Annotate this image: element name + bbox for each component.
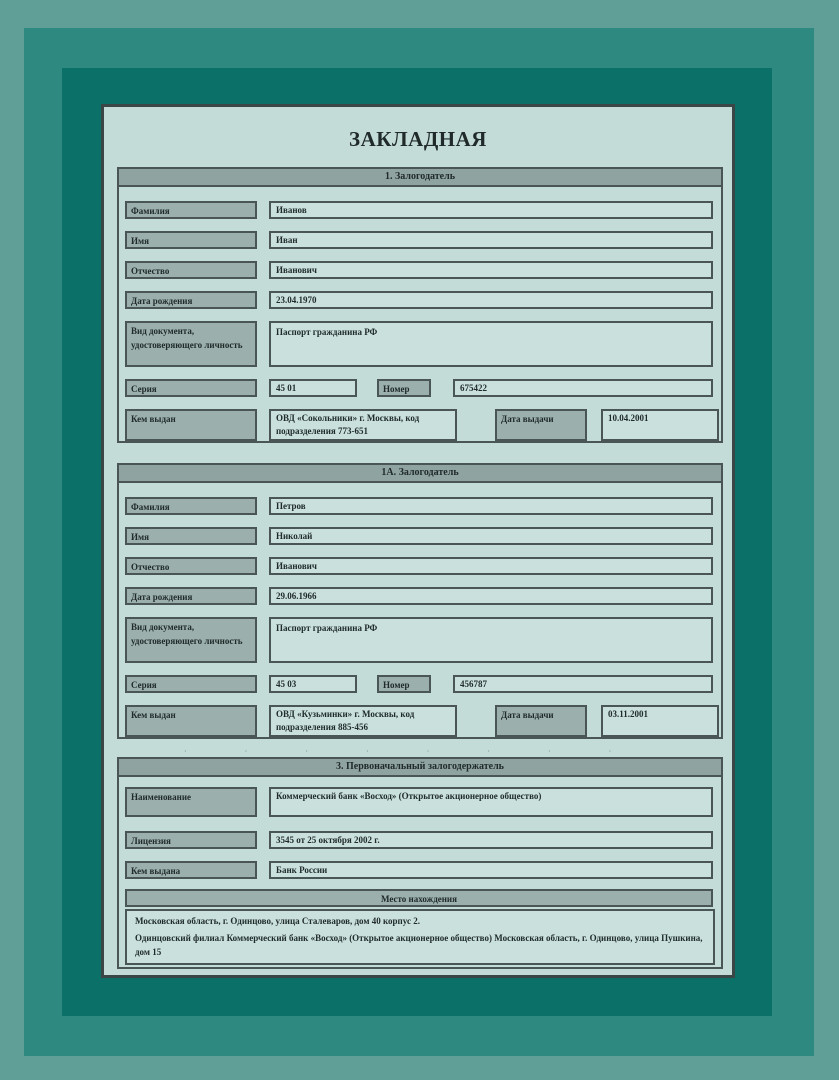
section-pledgor-1a [117,463,723,739]
surname-label: Фамилия [125,497,257,515]
org-name-field: Коммерческий банк «Восход» (Открытое акционерное общество) [269,787,713,817]
location-line-1: Московская область, г. Одинцово, улица Сталеваров, дом 40 корпус 2. [135,916,420,926]
issued-by-field: ОВД «Кузьминки» г. Москвы, код подразделения 885-456 [269,705,457,737]
patronymic-label: Отчество [125,557,257,575]
birthdate-field: 29.06.1966 [269,587,713,605]
doc-type-label: Вид документа, удостоверяющего личность [125,617,257,663]
document-title: ЗАКЛАДНАЯ [349,127,487,151]
name-field: Иван [269,231,713,249]
birthdate-label: Дата рождения [125,587,257,605]
number-field: 456787 [453,675,713,693]
number-label: Номер [377,675,431,693]
issue-date-field: 03.11.2001 [601,705,719,737]
doc-type-label: Вид документа, удостоверяющего личность [125,321,257,367]
birthdate-label: Дата рождения [125,291,257,309]
series-label: Серия [125,675,257,693]
section-initial-pledgee [117,757,723,969]
series-field: 45 01 [269,379,357,397]
location-header: Место нахождения [125,889,713,907]
patronymic-field: Иванович [269,261,713,279]
patronymic-label: Отчество [125,261,257,279]
section-pledgor-1 [117,167,723,443]
surname-field: Иванов [269,201,713,219]
name-label: Имя [125,527,257,545]
license-label: Лицензия [125,831,257,849]
doc-type-field: Паспорт гражданина РФ [269,321,713,367]
number-label: Номер [377,379,431,397]
doc-type-field: Паспорт гражданина РФ [269,617,713,663]
issued-by-label: Кем выдан [125,409,257,441]
section-header: 1А. Залогодатель [119,465,721,483]
section-header: 3. Первоначальный залогодержатель [119,759,721,777]
patronymic-field: Иванович [269,557,713,575]
license-field: 3545 от 25 октября 2002 г. [269,831,713,849]
license-issued-label: Кем выдана [125,861,257,879]
series-label: Серия [125,379,257,397]
surname-label: Фамилия [125,201,257,219]
name-label: Имя [125,231,257,249]
separator-dots: · · · · · · · · [184,747,640,756]
document-sheet [101,104,735,978]
issued-by-field: ОВД «Сокольники» г. Москвы, код подразделения 773-651 [269,409,457,441]
issue-date-field: 10.04.2001 [601,409,719,441]
birthdate-field: 23.04.1970 [269,291,713,309]
issue-date-label: Дата выдачи [495,409,587,441]
location-line-2: Одинцовский филиал Коммерческий банк «Восход» (Открытое акционерное общество) Московская область, г. Одинцово, улица Пушкина, дом 15 [135,933,703,957]
location-box [125,909,715,965]
issue-date-label: Дата выдачи [495,705,587,737]
number-field: 675422 [453,379,713,397]
issued-by-label: Кем выдан [125,705,257,737]
series-field: 45 03 [269,675,357,693]
name-field: Николай [269,527,713,545]
license-issued-field: Банк России [269,861,713,879]
org-name-label: Наименование [125,787,257,817]
section-header: 1. Залогодатель [119,169,721,187]
surname-field: Петров [269,497,713,515]
